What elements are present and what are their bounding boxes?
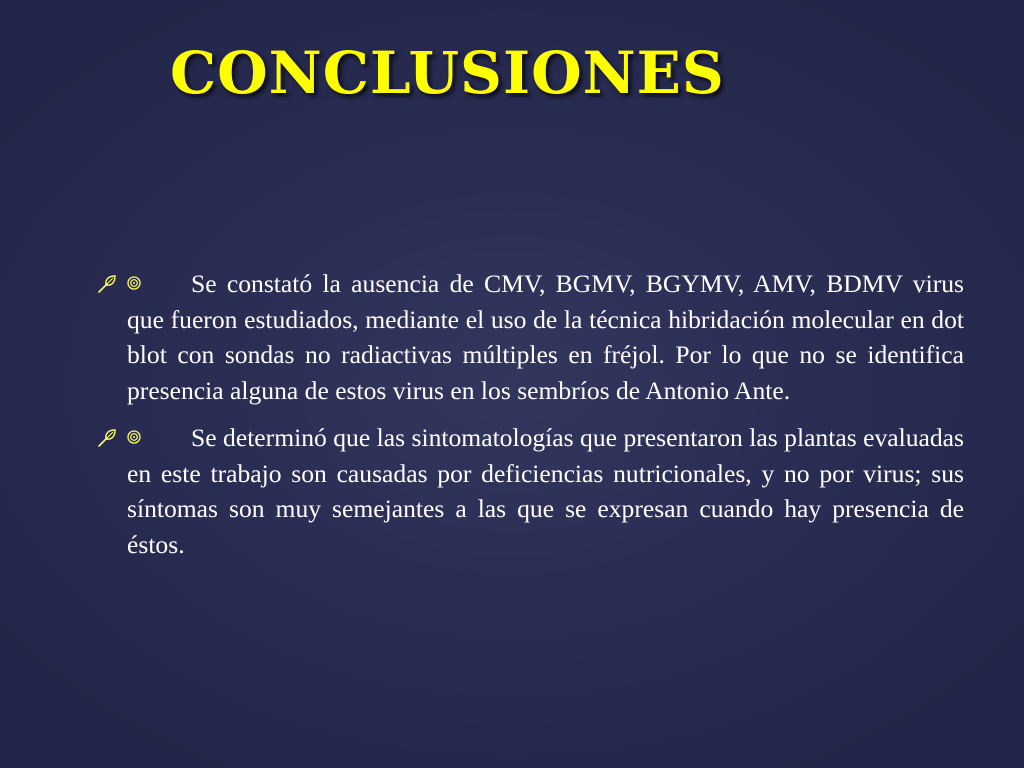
list-item — [88, 420, 964, 562]
spiral-bullet-icon — [127, 276, 141, 290]
feather-bullet-icon — [96, 427, 118, 449]
page-title: CONCLUSIONES — [170, 39, 725, 107]
bullet-text: Se constató la ausencia de CMV, BGMV, BGYMV, AMV, BDMV virus que fueron estudiados, mediante el uso de la técnica hibridación molecular en dot blot con sondas no radiactivas múltiples en fréjol. Por lo que no se identifica presencia alguna de estos virus en los sembríos de Antonio Ante. — [127, 269, 964, 405]
spiral-bullet-icon — [127, 430, 141, 444]
bullet-text: Se determinó que las sintomatologías que presentaron las plantas evaluadas en este trabajo son causadas por deficiencias nutricionales, y no por virus; sus síntomas son muy semejantes a las que se expresan cuando hay presencia de éstos. — [127, 423, 964, 559]
bullet-list — [88, 266, 964, 574]
feather-bullet-icon — [96, 273, 118, 295]
list-item — [88, 266, 964, 408]
